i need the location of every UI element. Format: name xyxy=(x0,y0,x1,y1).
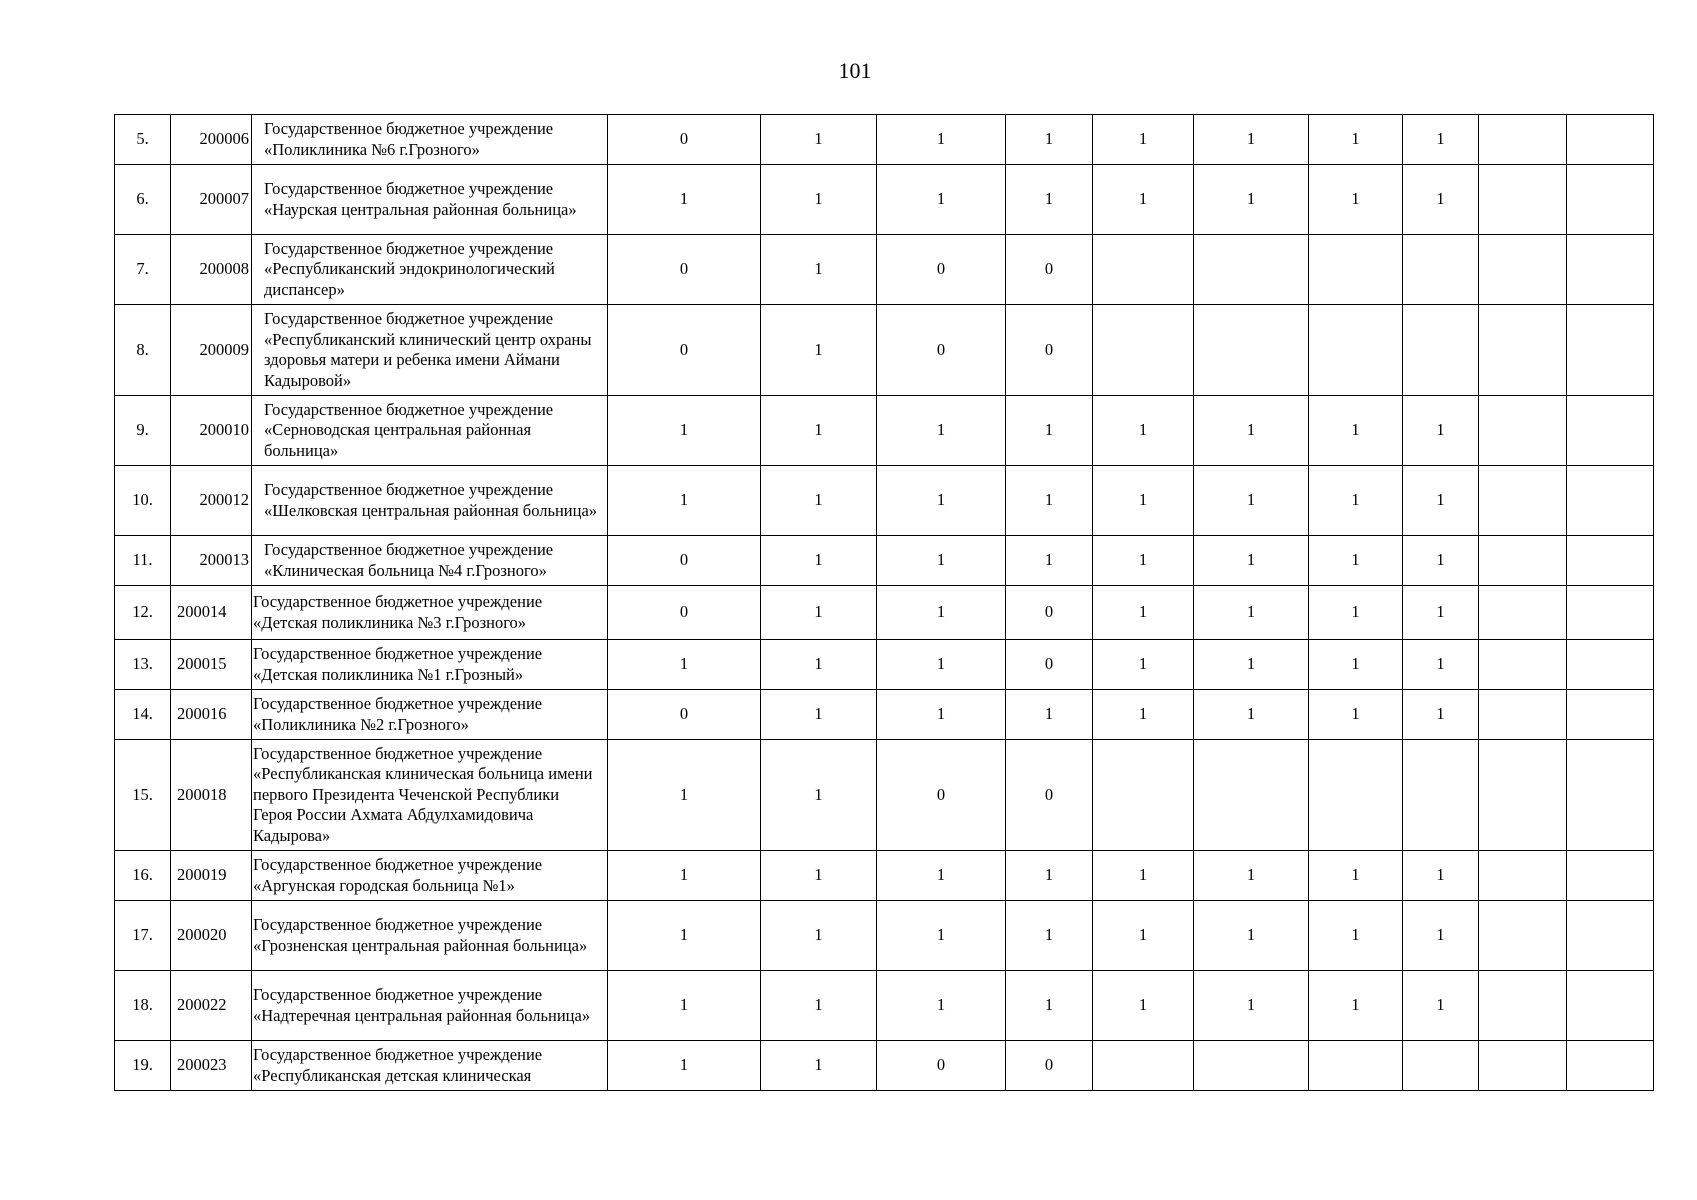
row-number-cell: 13. xyxy=(115,640,171,690)
value-cell: 1 xyxy=(608,396,761,466)
value-cell xyxy=(1194,1041,1309,1091)
institution-name-cell: Государственное бюджетное учреждение «Республиканская клиническая больница имени первого Президента Чеченской Республики Героя России Ахмата Абдулхамидовича Кадырова» xyxy=(252,740,608,851)
value-cell: 1 xyxy=(1194,466,1309,536)
row-number-cell: 6. xyxy=(115,165,171,235)
value-cell xyxy=(1567,640,1654,690)
value-cell xyxy=(1403,305,1479,396)
value-cell: 0 xyxy=(1006,1041,1093,1091)
value-cell: 1 xyxy=(1309,640,1403,690)
institution-name-cell: Государственное бюджетное учреждение «Наурская центральная районная больница» xyxy=(252,165,608,235)
value-cell xyxy=(1403,1041,1479,1091)
value-cell: 1 xyxy=(1093,586,1194,640)
row-number-cell: 17. xyxy=(115,901,171,971)
value-cell: 1 xyxy=(1194,536,1309,586)
institutions-table xyxy=(114,114,1654,1091)
institution-name-cell: Государственное бюджетное учреждение «Надтеречная центральная районная больница» xyxy=(252,971,608,1041)
value-cell xyxy=(1567,1041,1654,1091)
value-cell xyxy=(1479,165,1567,235)
value-cell xyxy=(1567,466,1654,536)
value-cell xyxy=(1479,851,1567,901)
value-cell: 1 xyxy=(761,235,877,305)
value-cell xyxy=(1567,690,1654,740)
row-number-cell: 18. xyxy=(115,971,171,1041)
value-cell: 1 xyxy=(877,901,1006,971)
row-number-cell: 12. xyxy=(115,586,171,640)
value-cell: 1 xyxy=(1403,586,1479,640)
row-code-cell: 200019 xyxy=(171,851,252,901)
institution-name-cell: Государственное бюджетное учреждение «Республиканский клинический центр охраны здоровья матери и ребенка имени Аймани Кадыровой» xyxy=(252,305,608,396)
table-row xyxy=(115,851,1654,901)
value-cell: 1 xyxy=(608,740,761,851)
table-row xyxy=(115,115,1654,165)
value-cell: 1 xyxy=(877,536,1006,586)
value-cell xyxy=(1567,235,1654,305)
value-cell: 1 xyxy=(1403,851,1479,901)
value-cell xyxy=(1567,115,1654,165)
table-row xyxy=(115,740,1654,851)
value-cell: 1 xyxy=(1006,165,1093,235)
value-cell: 0 xyxy=(608,115,761,165)
value-cell: 1 xyxy=(1194,396,1309,466)
value-cell xyxy=(1093,305,1194,396)
value-cell xyxy=(1194,235,1309,305)
table-row xyxy=(115,690,1654,740)
value-cell xyxy=(1479,690,1567,740)
value-cell: 0 xyxy=(1006,235,1093,305)
value-cell: 1 xyxy=(877,396,1006,466)
value-cell: 1 xyxy=(1093,396,1194,466)
value-cell: 1 xyxy=(1403,536,1479,586)
value-cell: 1 xyxy=(1403,690,1479,740)
table-row xyxy=(115,305,1654,396)
value-cell xyxy=(1309,1041,1403,1091)
table-row xyxy=(115,1041,1654,1091)
value-cell xyxy=(1567,901,1654,971)
value-cell xyxy=(1093,235,1194,305)
value-cell xyxy=(1479,740,1567,851)
table-row xyxy=(115,396,1654,466)
row-code-cell: 200023 xyxy=(171,1041,252,1091)
value-cell: 1 xyxy=(761,586,877,640)
value-cell xyxy=(1479,536,1567,586)
institution-name-cell: Государственное бюджетное учреждение «Поликлиника №2 г.Грозного» xyxy=(252,690,608,740)
value-cell: 0 xyxy=(1006,740,1093,851)
row-code-cell: 200020 xyxy=(171,901,252,971)
value-cell: 1 xyxy=(1093,901,1194,971)
value-cell: 1 xyxy=(1309,115,1403,165)
institution-name-cell: Государственное бюджетное учреждение «Клиническая больница №4 г.Грозного» xyxy=(252,536,608,586)
row-code-cell: 200009 xyxy=(171,305,252,396)
value-cell: 1 xyxy=(1403,165,1479,235)
value-cell: 1 xyxy=(1309,971,1403,1041)
value-cell: 1 xyxy=(1093,165,1194,235)
institution-name-cell: Государственное бюджетное учреждение «Детская поликлиника №1 г.Грозный» xyxy=(252,640,608,690)
value-cell xyxy=(1479,1041,1567,1091)
row-code-cell: 200022 xyxy=(171,971,252,1041)
value-cell: 1 xyxy=(1006,115,1093,165)
value-cell xyxy=(1479,586,1567,640)
value-cell: 0 xyxy=(877,1041,1006,1091)
value-cell xyxy=(1567,536,1654,586)
row-code-cell: 200008 xyxy=(171,235,252,305)
value-cell: 1 xyxy=(761,396,877,466)
value-cell xyxy=(1309,740,1403,851)
value-cell xyxy=(1567,305,1654,396)
row-code-cell: 200018 xyxy=(171,740,252,851)
value-cell xyxy=(1567,851,1654,901)
value-cell: 1 xyxy=(1006,901,1093,971)
row-number-cell: 5. xyxy=(115,115,171,165)
value-cell: 0 xyxy=(608,305,761,396)
value-cell: 1 xyxy=(1403,396,1479,466)
value-cell: 1 xyxy=(761,305,877,396)
table-row xyxy=(115,640,1654,690)
row-code-cell: 200016 xyxy=(171,690,252,740)
value-cell: 1 xyxy=(608,640,761,690)
row-number-cell: 15. xyxy=(115,740,171,851)
value-cell: 1 xyxy=(1093,690,1194,740)
table-row xyxy=(115,901,1654,971)
value-cell: 1 xyxy=(1194,640,1309,690)
row-number-cell: 19. xyxy=(115,1041,171,1091)
institution-name-cell: Государственное бюджетное учреждение «Аргунская городская больница №1» xyxy=(252,851,608,901)
value-cell xyxy=(1567,971,1654,1041)
row-code-cell: 200013 xyxy=(171,536,252,586)
row-number-cell: 7. xyxy=(115,235,171,305)
row-number-cell: 16. xyxy=(115,851,171,901)
value-cell: 1 xyxy=(877,851,1006,901)
value-cell: 0 xyxy=(877,305,1006,396)
institution-name-cell: Государственное бюджетное учреждение «Республиканский эндокринологический диспансер» xyxy=(252,235,608,305)
value-cell: 0 xyxy=(1006,640,1093,690)
row-code-cell: 200014 xyxy=(171,586,252,640)
value-cell: 1 xyxy=(1194,901,1309,971)
value-cell: 1 xyxy=(1093,640,1194,690)
value-cell: 1 xyxy=(761,740,877,851)
value-cell: 1 xyxy=(1093,971,1194,1041)
value-cell: 1 xyxy=(608,851,761,901)
institution-name-cell: Государственное бюджетное учреждение «Республиканская детская клиническая xyxy=(252,1041,608,1091)
value-cell: 0 xyxy=(1006,586,1093,640)
value-cell xyxy=(1567,165,1654,235)
value-cell: 1 xyxy=(1194,690,1309,740)
value-cell xyxy=(1479,466,1567,536)
value-cell: 1 xyxy=(1309,901,1403,971)
value-cell: 1 xyxy=(1309,586,1403,640)
value-cell xyxy=(1194,305,1309,396)
value-cell: 1 xyxy=(1093,466,1194,536)
row-number-cell: 10. xyxy=(115,466,171,536)
row-number-cell: 8. xyxy=(115,305,171,396)
institution-name-cell: Государственное бюджетное учреждение «Шелковская центральная районная больница» xyxy=(252,466,608,536)
value-cell xyxy=(1479,971,1567,1041)
value-cell xyxy=(1567,396,1654,466)
value-cell: 1 xyxy=(608,1041,761,1091)
value-cell: 1 xyxy=(1093,115,1194,165)
value-cell: 1 xyxy=(761,466,877,536)
row-number-cell: 11. xyxy=(115,536,171,586)
value-cell: 0 xyxy=(608,536,761,586)
value-cell xyxy=(1403,235,1479,305)
value-cell: 1 xyxy=(1403,466,1479,536)
value-cell: 1 xyxy=(1309,536,1403,586)
value-cell: 0 xyxy=(608,586,761,640)
value-cell xyxy=(1479,640,1567,690)
table-row xyxy=(115,466,1654,536)
value-cell: 0 xyxy=(877,740,1006,851)
value-cell xyxy=(1479,901,1567,971)
value-cell: 1 xyxy=(877,640,1006,690)
value-cell: 1 xyxy=(1403,115,1479,165)
value-cell: 1 xyxy=(761,1041,877,1091)
value-cell: 1 xyxy=(877,690,1006,740)
value-cell xyxy=(1479,396,1567,466)
value-cell: 0 xyxy=(608,235,761,305)
table-row xyxy=(115,586,1654,640)
row-code-cell: 200007 xyxy=(171,165,252,235)
value-cell: 1 xyxy=(608,466,761,536)
value-cell: 1 xyxy=(1194,165,1309,235)
value-cell: 1 xyxy=(1309,851,1403,901)
value-cell: 0 xyxy=(608,690,761,740)
value-cell: 1 xyxy=(761,971,877,1041)
table-row xyxy=(115,536,1654,586)
value-cell: 1 xyxy=(1194,115,1309,165)
value-cell: 1 xyxy=(608,165,761,235)
value-cell: 1 xyxy=(877,115,1006,165)
value-cell: 1 xyxy=(608,971,761,1041)
value-cell: 1 xyxy=(1403,640,1479,690)
value-cell: 1 xyxy=(1093,536,1194,586)
value-cell xyxy=(1194,740,1309,851)
value-cell: 1 xyxy=(1309,690,1403,740)
row-number-cell: 9. xyxy=(115,396,171,466)
value-cell: 1 xyxy=(1006,396,1093,466)
value-cell xyxy=(1567,586,1654,640)
value-cell: 1 xyxy=(1403,901,1479,971)
table-row xyxy=(115,235,1654,305)
institution-name-cell: Государственное бюджетное учреждение «Грозненская центральная районная больница» xyxy=(252,901,608,971)
value-cell xyxy=(1479,115,1567,165)
value-cell: 1 xyxy=(1006,536,1093,586)
value-cell: 0 xyxy=(877,235,1006,305)
value-cell: 1 xyxy=(761,640,877,690)
table-row xyxy=(115,165,1654,235)
value-cell: 1 xyxy=(877,586,1006,640)
row-code-cell: 200015 xyxy=(171,640,252,690)
value-cell: 1 xyxy=(761,165,877,235)
value-cell xyxy=(1479,305,1567,396)
value-cell: 1 xyxy=(1309,396,1403,466)
value-cell: 1 xyxy=(1006,466,1093,536)
value-cell: 1 xyxy=(608,901,761,971)
institution-name-cell: Государственное бюджетное учреждение «Детская поликлиника №3 г.Грозного» xyxy=(252,586,608,640)
row-code-cell: 200006 xyxy=(171,115,252,165)
value-cell: 1 xyxy=(877,466,1006,536)
value-cell: 1 xyxy=(761,851,877,901)
value-cell xyxy=(1093,740,1194,851)
value-cell: 1 xyxy=(761,536,877,586)
value-cell: 1 xyxy=(1006,851,1093,901)
value-cell: 1 xyxy=(1309,466,1403,536)
value-cell: 1 xyxy=(1194,586,1309,640)
page-number: 101 xyxy=(838,58,872,83)
value-cell: 0 xyxy=(1006,305,1093,396)
value-cell: 1 xyxy=(1093,851,1194,901)
value-cell: 1 xyxy=(761,901,877,971)
value-cell: 1 xyxy=(877,165,1006,235)
value-cell xyxy=(1093,1041,1194,1091)
value-cell: 1 xyxy=(877,971,1006,1041)
value-cell: 1 xyxy=(761,115,877,165)
value-cell xyxy=(1567,740,1654,851)
value-cell: 1 xyxy=(761,690,877,740)
value-cell xyxy=(1309,305,1403,396)
value-cell: 1 xyxy=(1006,971,1093,1041)
value-cell: 1 xyxy=(1194,851,1309,901)
row-number-cell: 14. xyxy=(115,690,171,740)
table-body xyxy=(115,115,1654,1091)
value-cell: 1 xyxy=(1309,165,1403,235)
row-code-cell: 200012 xyxy=(171,466,252,536)
institution-name-cell: Государственное бюджетное учреждение «Серноводская центральная районная больница» xyxy=(252,396,608,466)
row-code-cell: 200010 xyxy=(171,396,252,466)
value-cell: 1 xyxy=(1403,971,1479,1041)
institution-name-cell: Государственное бюджетное учреждение «Поликлиника №6 г.Грозного» xyxy=(252,115,608,165)
value-cell xyxy=(1479,235,1567,305)
value-cell xyxy=(1403,740,1479,851)
value-cell: 1 xyxy=(1194,971,1309,1041)
value-cell: 1 xyxy=(1006,690,1093,740)
table-row xyxy=(115,971,1654,1041)
value-cell xyxy=(1309,235,1403,305)
